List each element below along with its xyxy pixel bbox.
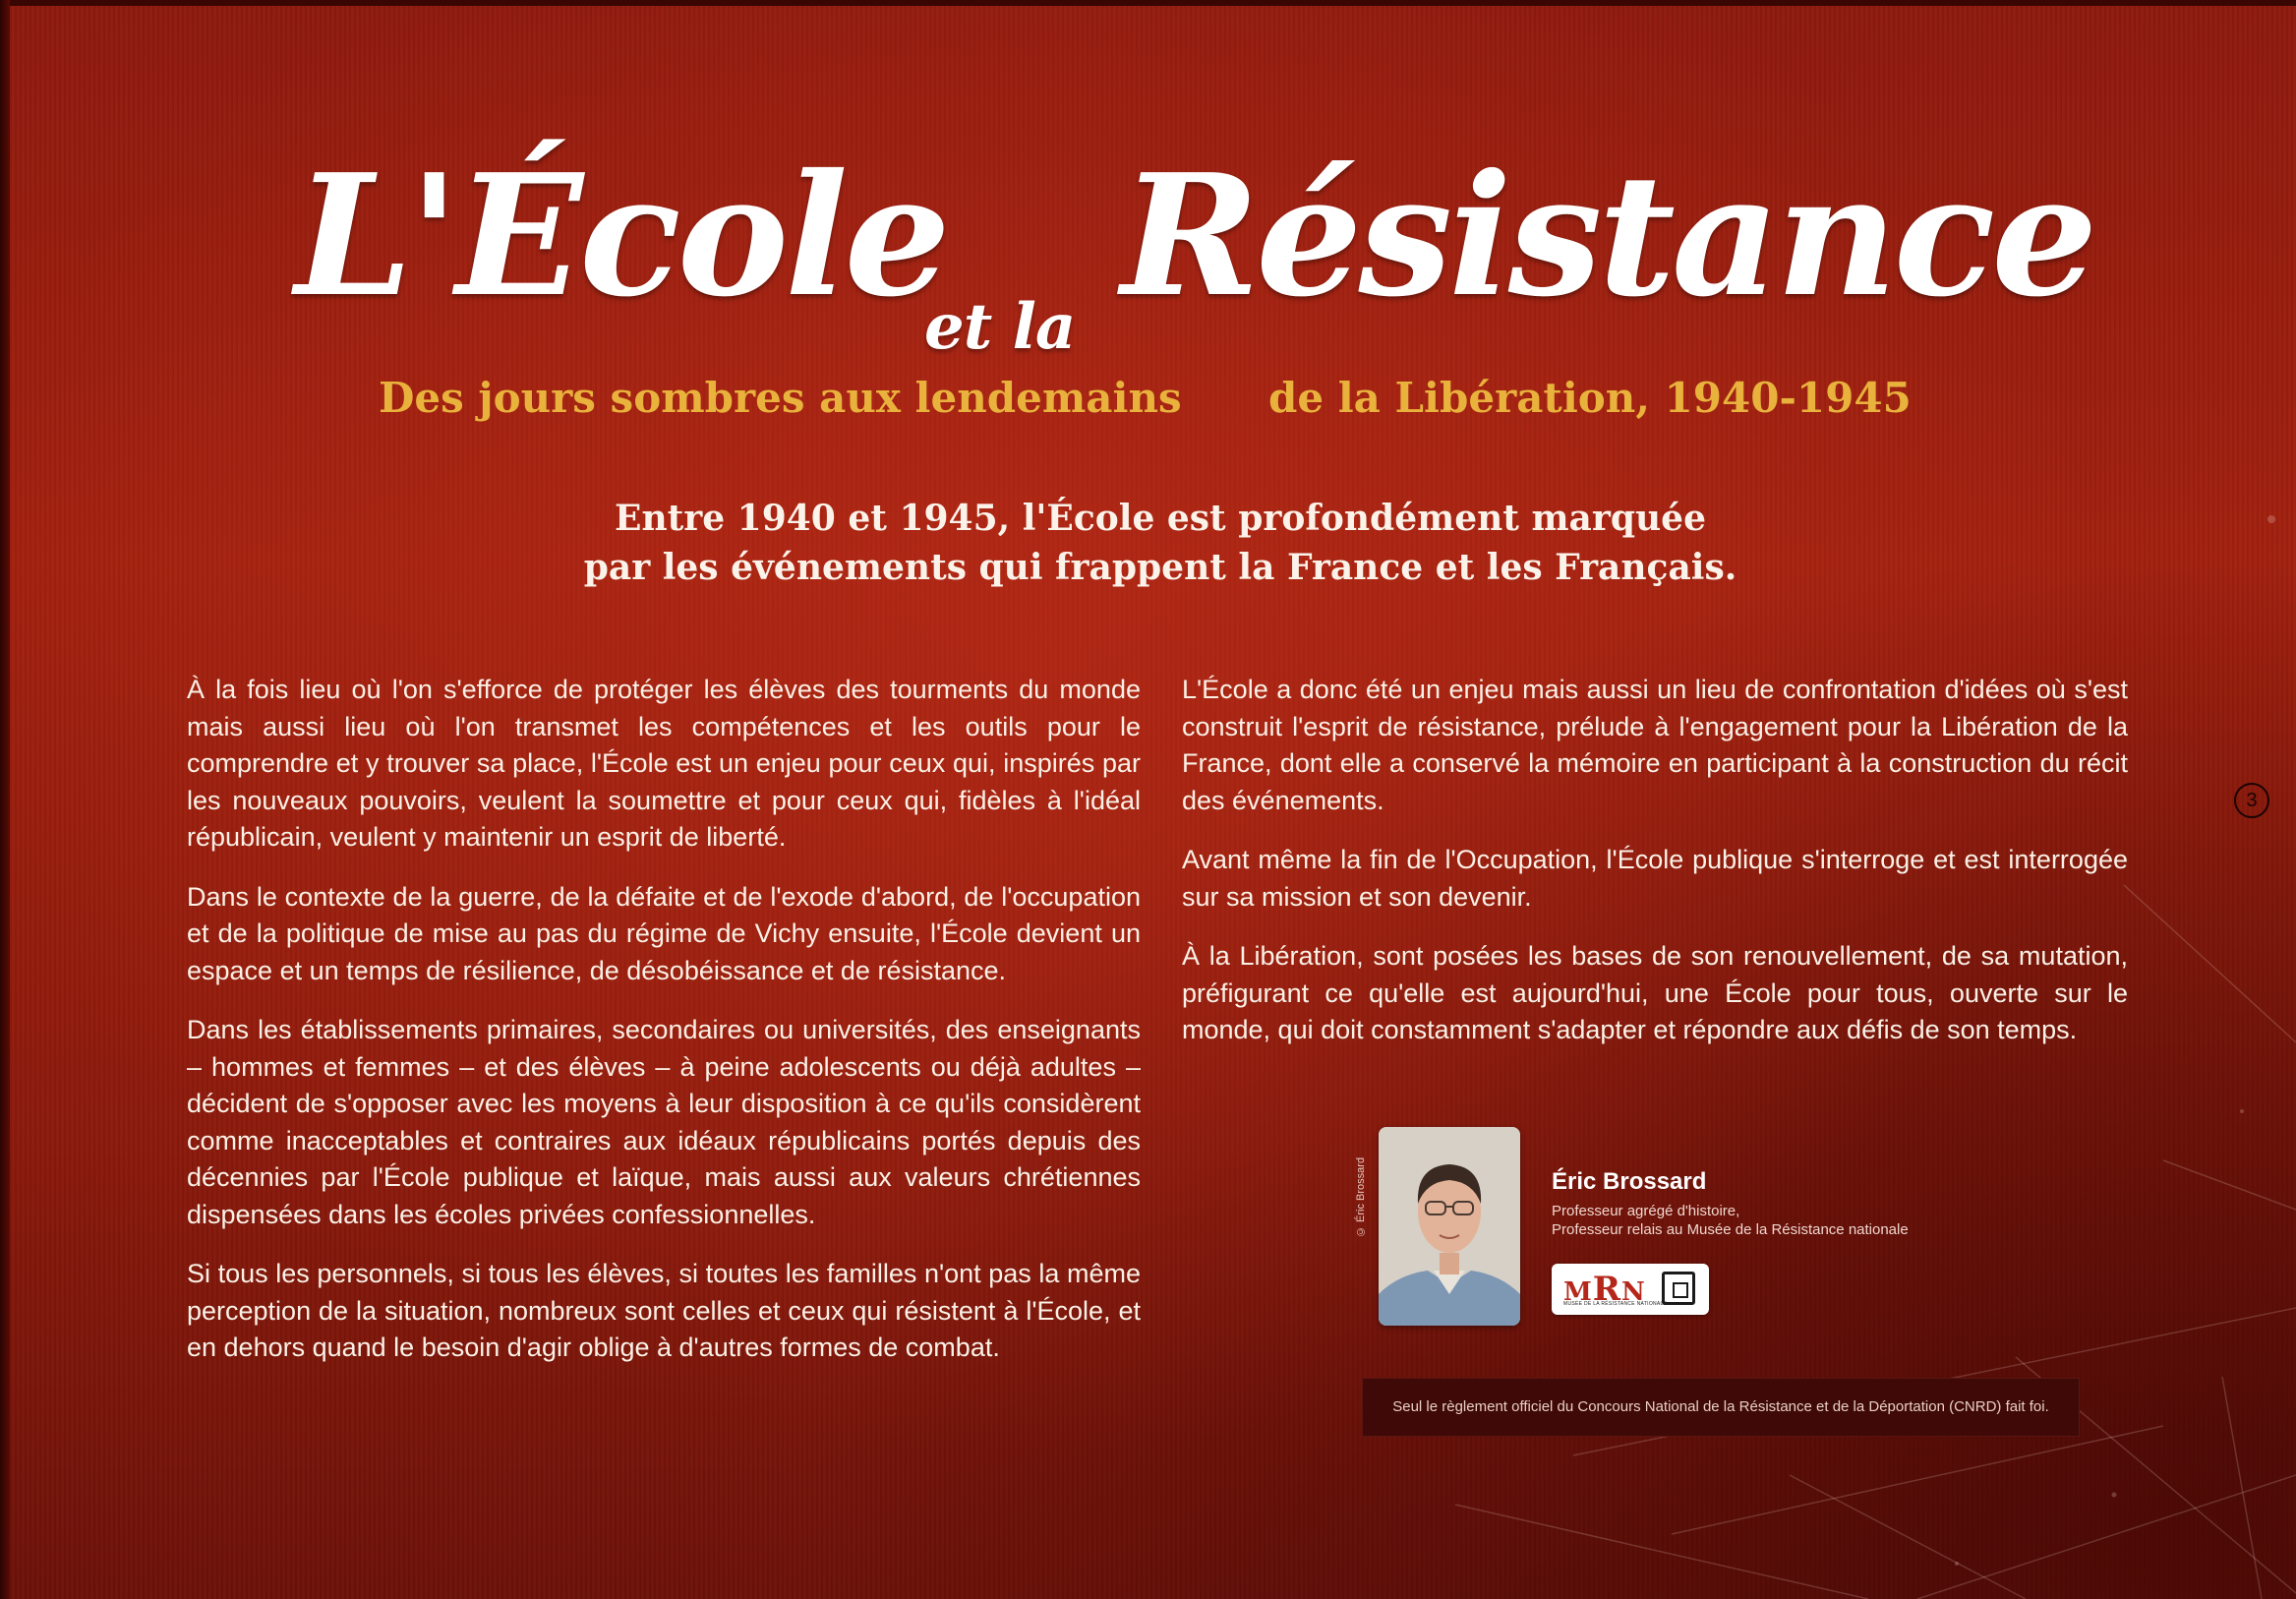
intro-line: par les événements qui frappent la France et les Français. — [583, 547, 1737, 588]
paragraph: Avant même la fin de l'Occupation, l'École publique s'interroge et est interrogée sur sa mission et son devenir. — [1182, 845, 2128, 912]
paragraph: Si tous les personnels, si tous les élèves, si toutes les familles n'ont pas la même perception de la situation, nombreux sont celles et ceux qui résistent à l'École, et en dehors quand le besoin d'agir oblige à d'autres formes de combat. — [187, 1259, 1141, 1362]
logo-letter: M — [1563, 1277, 1593, 1307]
author-role — [1552, 1202, 2063, 1239]
logo-letter: R — [1592, 1270, 1622, 1309]
museum-icon — [1662, 1272, 1695, 1305]
author-name: Éric Brossard — [1552, 1168, 1707, 1195]
page-title — [295, 138, 2094, 374]
logo-letter: N — [1621, 1277, 1646, 1307]
logo-tagline: MUSÉE DE LA RÉSISTANCE NATIONALE — [1563, 1301, 1668, 1307]
paragraph: À la fois lieu où l'on s'efforce de protéger les élèves des tourments du monde mais aussi lieu où l'on transmet les compétences et les outils pour le comprendre et y trouver sa place, l'École est un enjeu pour ceux qui, inspirés par les nouveaux pouvoirs, veulent la soumettre et pour ceux qui, fidèles à l'idéal républicain, veulent y maintenir un esprit de liberté. — [187, 675, 1141, 852]
title-connector: et la — [924, 290, 1076, 364]
author-role-line: Professeur agrégé d'histoire, — [1552, 1203, 1740, 1219]
subtitle-part1: Des jours sombres aux lendemains — [379, 374, 1182, 422]
disclaimer-banner: Seul le règlement officiel du Concours National de la Résistance et de la Déportation (CNRD) fait foi. — [1362, 1378, 2080, 1437]
title-part-ecole: L'École — [295, 138, 947, 334]
author-role-line: Professeur relais au Musée de la Résistance nationale — [1552, 1221, 1909, 1238]
intro-line: Entre 1940 et 1945, l'École est profondément marquée — [615, 498, 1706, 539]
left-column — [187, 672, 1141, 1390]
page-number: 3 — [2234, 783, 2269, 818]
intro-text — [551, 494, 1770, 592]
title-part-resistance: Résistance — [1121, 138, 2094, 334]
paragraph: L'École a donc été un enjeu mais aussi un lieu de confrontation d'idées où s'est construit l'esprit de résistance, prélude à l'engagement pour la Libération de la France, dont elle a conservé la mémoire en participant à la construction du récit des événements. — [1182, 675, 2128, 815]
portrait-image — [1379, 1127, 1520, 1326]
subtitle — [379, 374, 1952, 433]
paragraph: Dans le contexte de la guerre, de la défaite et de l'exode d'abord, de l'occupation et de la politique de mise au pas du régime de Vichy ensuite, l'École devient un espace et un temps de résilience, de désobéissance et de résistance. — [187, 881, 1141, 985]
mrn-logo — [1552, 1264, 1709, 1315]
author-portrait — [1379, 1127, 1520, 1326]
right-column — [1182, 672, 2128, 1072]
photo-credit: © Éric Brossard — [1355, 1156, 1367, 1237]
paragraph: Dans les établissements primaires, secondaires ou universités, des enseignants – hommes et femmes – et des élèves – à peine adolescents ou déjà adultes – décident de s'opposer avec les moyens à leur disposition à ce qu'ils considèrent comme inacceptables et contraires aux idéaux républicains portés depuis des décennies par l'École publique et laïque, mais aussi aux valeurs chrétiennes dispensées dans les écoles privées confessionnelles. — [187, 1015, 1141, 1229]
paragraph: À la Libération, sont posées les bases de son renouvellement, de sa mutation, préfigurant ce qu'elle est aujourd'hui, une École pour tous, ouverte sur le monde, qui doit constamment s'adapter et répondre aux défis de son temps. — [1182, 941, 2128, 1044]
subtitle-part2: de la Libération, 1940-1945 — [1268, 374, 1912, 422]
